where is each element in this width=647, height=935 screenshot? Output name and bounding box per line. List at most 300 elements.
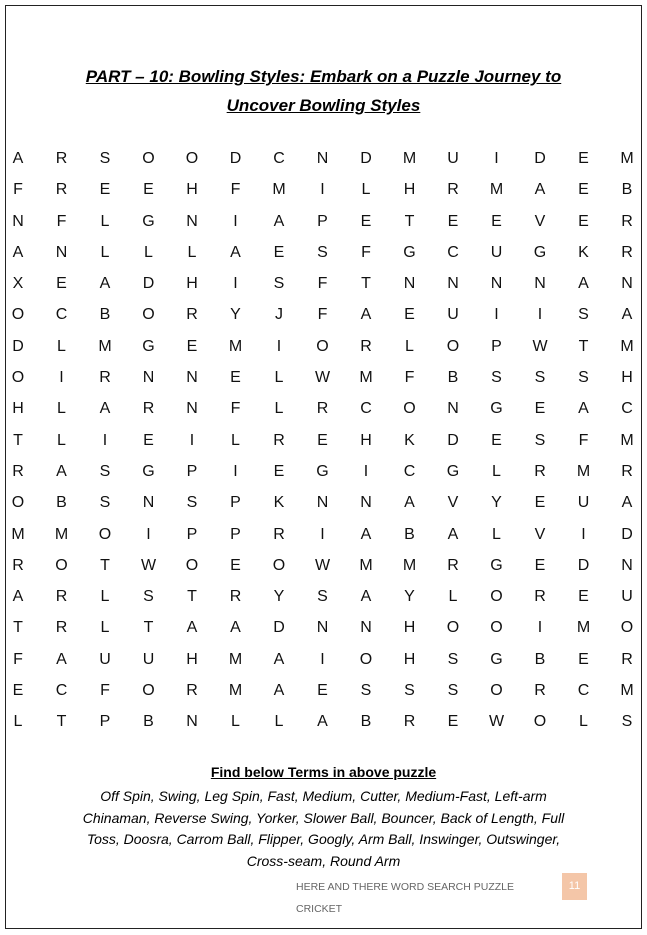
grid-letter: O — [142, 682, 155, 700]
grid-letter: V — [534, 525, 546, 543]
grid-letter: V — [534, 212, 546, 230]
grid-letter: R — [55, 588, 68, 606]
grid-row — [0, 304, 647, 335]
grid-row — [0, 398, 647, 429]
grid-letter: A — [578, 275, 589, 293]
grid-letter: T — [578, 337, 589, 355]
grid-letter: W — [488, 713, 505, 731]
grid-letter: Y — [273, 588, 285, 606]
grid-letter: R — [621, 462, 633, 480]
grid-letter: O — [142, 150, 155, 167]
grid-letter: W — [532, 337, 548, 355]
grid-letter: H — [12, 400, 24, 418]
grid-letter: M — [402, 556, 417, 574]
grid-letter: Y — [230, 306, 241, 324]
grid-letter: R — [99, 369, 111, 387]
grid-letter: B — [56, 494, 67, 512]
grid-letter: M — [228, 682, 243, 700]
grid-letter: S — [578, 306, 589, 324]
grid-letter: E — [317, 682, 328, 700]
grid-letter: S — [534, 369, 546, 387]
grid-letter: H — [403, 619, 416, 637]
grid-letter: N — [142, 494, 155, 512]
grid-letter: C — [360, 400, 372, 418]
grid-letter: O — [620, 619, 634, 637]
grid-letter: H — [360, 431, 372, 449]
grid-letter: S — [360, 682, 372, 700]
grid-letter: D — [621, 525, 633, 543]
grid-letter: O — [403, 400, 416, 418]
grid-letter: L — [361, 181, 371, 199]
grid-letter: D — [229, 150, 242, 167]
grid-letter: P — [491, 337, 502, 355]
grid-letter: N — [12, 212, 24, 230]
grid-letter: G — [533, 243, 547, 261]
grid-letter: E — [578, 588, 589, 606]
grid-letter: M — [402, 150, 417, 167]
grid-letter: G — [316, 462, 329, 480]
grid-letter: R — [534, 682, 546, 700]
grid-letter: H — [186, 275, 198, 293]
grid-letter: L — [100, 243, 110, 261]
grid-letter: M — [620, 682, 634, 700]
grid-letter: T — [361, 275, 371, 293]
grid-letter: S — [491, 369, 502, 387]
grid-row — [0, 367, 647, 398]
grid-letter: A — [273, 212, 285, 230]
grid-letter: F — [404, 369, 415, 387]
grid-letter: W — [314, 369, 331, 387]
grid-letter: T — [100, 556, 110, 574]
grid-letter: U — [142, 650, 155, 668]
grid-letter: I — [494, 306, 499, 324]
grid-letter: K — [578, 243, 589, 261]
grid-letter: S — [534, 431, 546, 449]
grid-letter: G — [490, 556, 503, 574]
grid-letter: E — [447, 212, 459, 230]
grid-letter: G — [490, 400, 503, 418]
grid-letter: M — [228, 337, 243, 355]
grid-letter: A — [621, 306, 633, 324]
terms-list — [62, 786, 585, 872]
grid-letter: M — [576, 619, 591, 637]
grid-letter: D — [360, 150, 372, 167]
grid-letter: F — [230, 181, 241, 199]
grid-letter: S — [317, 243, 328, 261]
page-title-line-2: Uncover Bowling Styles — [226, 96, 421, 115]
grid-letter: I — [233, 212, 238, 230]
grid-letter: C — [621, 400, 633, 418]
grid-letter: M — [620, 150, 634, 167]
grid-letter: B — [621, 181, 633, 199]
grid-letter: L — [231, 431, 240, 449]
grid-letter: M — [11, 525, 25, 543]
grid-letter: P — [230, 525, 241, 543]
grid-letter: O — [185, 556, 199, 574]
grid-letter: B — [99, 306, 111, 324]
grid-letter: W — [140, 556, 157, 574]
grid-letter: I — [233, 275, 238, 293]
grid-letter: A — [12, 588, 24, 606]
grid-letter: N — [186, 400, 198, 418]
grid-letter: R — [55, 181, 68, 199]
grid-letter: A — [56, 650, 67, 668]
grid-letter: Y — [491, 494, 502, 512]
grid-letter: G — [142, 212, 155, 230]
grid-letter: N — [360, 494, 372, 512]
grid-letter: O — [11, 306, 25, 324]
grid-letter: D — [12, 337, 24, 355]
grid-letter: E — [143, 431, 154, 449]
grid-row — [0, 555, 647, 586]
terms-line: Off Spin, Swing, Leg Spin, Fast, Medium, Cutter, Medium-Fast, Left-arm — [100, 788, 547, 804]
page-title — [40, 62, 607, 120]
grid-letter: R — [621, 650, 633, 668]
grid-letter: A — [447, 525, 459, 543]
grid-letter: I — [494, 150, 499, 167]
grid-letter: B — [143, 713, 154, 731]
grid-letter: N — [186, 713, 198, 731]
grid-letter: N — [490, 275, 503, 293]
grid-row — [0, 524, 647, 555]
grid-letter: O — [490, 588, 503, 606]
grid-letter: I — [537, 306, 543, 324]
grid-letter: A — [360, 588, 372, 606]
grid-row — [0, 179, 647, 210]
grid-letter: R — [12, 462, 24, 480]
grid-letter: F — [56, 212, 67, 230]
grid-letter: D — [142, 275, 155, 293]
grid-letter: E — [56, 275, 67, 293]
grid-letter: O — [446, 337, 460, 355]
grid-letter: F — [361, 243, 371, 261]
grid-letter: A — [317, 713, 328, 731]
grid-letter: A — [360, 306, 372, 324]
grid-letter: U — [490, 243, 503, 261]
grid-letter: I — [59, 369, 64, 387]
grid-letter: A — [99, 400, 111, 418]
grid-letter: Y — [404, 588, 415, 606]
grid-letter: N — [447, 400, 459, 418]
grid-letter: X — [12, 275, 24, 293]
grid-letter: P — [99, 713, 111, 731]
grid-letter: L — [231, 713, 240, 731]
grid-letter: A — [534, 181, 546, 199]
grid-letter: S — [273, 275, 285, 293]
grid-letter: F — [100, 682, 110, 700]
grid-letter: I — [276, 337, 282, 355]
grid-letter: F — [317, 275, 328, 293]
grid-letter: S — [317, 588, 328, 606]
grid-letter: I — [537, 619, 543, 637]
page-title-line-1: PART – 10: Bowling Styles: Embark on a Puzzle Journey to — [85, 67, 562, 86]
grid-letter: F — [317, 306, 328, 324]
grid-letter: F — [578, 431, 589, 449]
grid-letter: U — [621, 588, 633, 606]
grid-letter: R — [621, 243, 633, 261]
grid-letter: N — [621, 275, 633, 293]
grid-letter: S — [143, 588, 154, 606]
grid-row — [0, 148, 647, 179]
grid-letter: L — [579, 713, 588, 731]
grid-letter: E — [99, 181, 111, 199]
grid-letter: J — [275, 306, 283, 324]
grid-letter: E — [578, 181, 589, 199]
grid-letter: O — [490, 619, 503, 637]
grid-row — [0, 430, 647, 461]
grid-letter: H — [621, 369, 633, 387]
grid-letter: R — [273, 525, 285, 543]
grid-letter: E — [534, 400, 546, 418]
grid-letter: M — [620, 431, 634, 449]
grid-letter: D — [577, 556, 590, 574]
grid-letter: C — [447, 243, 459, 261]
grid-letter: R — [55, 150, 68, 167]
grid-letter: P — [186, 462, 198, 480]
grid-letter: H — [403, 181, 416, 199]
grid-letter: E — [143, 181, 154, 199]
grid-letter: H — [186, 181, 198, 199]
grid-letter: T — [13, 619, 23, 637]
grid-letter: E — [404, 306, 415, 324]
grid-row — [0, 492, 647, 523]
grid-letter: I — [189, 431, 195, 449]
grid-letter: L — [187, 243, 197, 261]
grid-letter: R — [229, 588, 242, 606]
grid-letter: L — [405, 337, 414, 355]
grid-letter: H — [186, 650, 198, 668]
grid-letter: R — [316, 400, 329, 418]
grid-letter: M — [620, 337, 634, 355]
grid-letter: O — [55, 556, 68, 574]
grid-letter: K — [404, 431, 415, 449]
grid-letter: R — [403, 713, 416, 731]
grid-letter: B — [360, 713, 372, 731]
grid-row — [0, 242, 647, 273]
grid-letter: T — [404, 212, 415, 230]
grid-letter: I — [581, 525, 586, 543]
grid-letter: E — [273, 243, 285, 261]
terms-line: Toss, Doosra, Carrom Ball, Flipper, Googly, Arm Ball, Inswinger, Outswinger, — [86, 831, 561, 847]
grid-letter: S — [99, 150, 111, 167]
grid-letter: M — [98, 337, 112, 355]
grid-row — [0, 336, 647, 367]
grid-letter: M — [54, 525, 69, 543]
grid-letter: E — [317, 431, 328, 449]
grid-letter: G — [142, 462, 155, 480]
grid-letter: O — [142, 306, 155, 324]
grid-letter: L — [57, 400, 66, 418]
grid-letter: N — [447, 275, 459, 293]
grid-letter: P — [230, 494, 241, 512]
grid-letter: P — [186, 525, 198, 543]
grid-letter: G — [490, 650, 503, 668]
grid-letter: R — [447, 181, 459, 199]
grid-letter: A — [99, 275, 111, 293]
grid-letter: B — [404, 525, 415, 543]
grid-letter: E — [186, 337, 198, 355]
grid-letter: A — [186, 619, 198, 637]
grid-letter: M — [359, 556, 373, 574]
grid-letter: O — [359, 650, 373, 668]
grid-letter: R — [273, 431, 285, 449]
grid-letter: N — [316, 619, 329, 637]
grid-letter: C — [55, 682, 68, 700]
grid-letter: M — [228, 650, 243, 668]
grid-letter: L — [100, 212, 110, 230]
grid-letter: I — [320, 181, 325, 199]
grid-row — [0, 586, 647, 617]
grid-letter: U — [99, 650, 111, 668]
grid-letter: T — [13, 431, 23, 449]
grid-letter: I — [320, 650, 325, 668]
grid-letter: E — [578, 650, 589, 668]
grid-letter: I — [233, 462, 238, 480]
grid-letter: S — [404, 682, 415, 700]
terms-line: Cross-seam, Round Arm — [246, 852, 401, 869]
grid-letter: L — [448, 588, 458, 606]
grid-letter: S — [186, 494, 198, 512]
find-terms-heading: Find below Terms in above puzzle — [210, 764, 437, 780]
grid-letter: P — [317, 212, 328, 230]
grid-letter: O — [533, 713, 547, 731]
grid-letter: L — [274, 369, 284, 387]
grid-letter: L — [492, 525, 501, 543]
grid-letter: U — [447, 306, 459, 324]
grid-letter: R — [12, 556, 24, 574]
grid-letter: S — [99, 494, 111, 512]
grid-letter: O — [316, 337, 329, 355]
grid-letter: R — [55, 619, 68, 637]
grid-letter: D — [447, 431, 459, 449]
grid-letter: D — [534, 150, 546, 167]
grid-letter: E — [578, 212, 589, 230]
grid-row — [0, 649, 647, 680]
grid-letter: R — [534, 462, 546, 480]
grid-letter: N — [534, 275, 546, 293]
grid-letter: A — [12, 150, 24, 167]
grid-letter: O — [11, 494, 25, 512]
grid-row — [0, 211, 647, 242]
grid-letter: A — [12, 243, 24, 261]
grid-letter: S — [578, 369, 589, 387]
grid-letter: R — [142, 400, 155, 418]
grid-letter: T — [56, 713, 67, 731]
grid-letter: L — [492, 462, 501, 480]
grid-letter: K — [273, 494, 285, 512]
grid-letter: I — [363, 462, 369, 480]
grid-letter: S — [621, 713, 633, 731]
grid-letter: F — [230, 400, 241, 418]
grid-letter: S — [447, 650, 459, 668]
grid-letter: O — [272, 556, 286, 574]
grid-letter: N — [403, 275, 416, 293]
grid-letter: R — [186, 682, 198, 700]
grid-letter: M — [272, 181, 286, 199]
grid-letter: O — [446, 619, 460, 637]
footer-text: HERE AND THERE WORD SEARCH PUZZLE CRICKET — [296, 881, 515, 915]
grid-letter: C — [577, 682, 590, 700]
grid-letter: U — [577, 494, 590, 512]
grid-letter: A — [578, 400, 589, 418]
grid-letter: C — [55, 306, 68, 324]
grid-letter: I — [102, 431, 108, 449]
grid-letter: R — [621, 212, 633, 230]
grid-letter: O — [490, 682, 503, 700]
grid-letter: L — [274, 713, 284, 731]
grid-letter: A — [404, 494, 415, 512]
page-number-badge: 11 — [562, 873, 587, 900]
grid-letter: C — [403, 462, 416, 480]
grid-row — [0, 680, 647, 711]
grid-letter: G — [446, 462, 460, 480]
grid-letter: L — [57, 431, 66, 449]
grid-letter: E — [273, 462, 285, 480]
grid-row — [0, 273, 647, 304]
grid-letter: A — [56, 462, 67, 480]
grid-letter: N — [621, 556, 633, 574]
grid-letter: L — [100, 619, 110, 637]
grid-letter: E — [447, 713, 459, 731]
grid-letter: R — [360, 337, 372, 355]
word-search-grid — [0, 148, 647, 743]
grid-letter: F — [13, 650, 23, 668]
grid-letter: L — [100, 588, 110, 606]
grid-letter: N — [55, 243, 68, 261]
grid-letter: H — [403, 650, 416, 668]
grid-letter: T — [143, 619, 154, 637]
grid-letter: I — [320, 525, 325, 543]
grid-letter: N — [142, 369, 155, 387]
grid-letter: N — [186, 369, 198, 387]
grid-letter: S — [447, 682, 459, 700]
grid-letter: R — [186, 306, 198, 324]
grid-letter: O — [11, 369, 25, 387]
grid-row — [0, 617, 647, 648]
grid-letter: N — [360, 619, 372, 637]
grid-letter: A — [230, 619, 241, 637]
grid-letter: E — [534, 494, 546, 512]
grid-letter: A — [273, 650, 285, 668]
grid-letter: A — [360, 525, 372, 543]
grid-letter: E — [230, 556, 241, 574]
grid-letter: L — [274, 400, 284, 418]
grid-letter: E — [12, 682, 24, 700]
grid-letter: S — [99, 462, 111, 480]
grid-letter: N — [316, 494, 329, 512]
grid-letter: E — [360, 212, 372, 230]
grid-letter: G — [403, 243, 416, 261]
grid-row — [0, 461, 647, 492]
grid-letter: F — [13, 181, 23, 199]
grid-letter: R — [447, 556, 459, 574]
grid-letter: L — [57, 337, 66, 355]
grid-letter: E — [578, 150, 589, 167]
grid-row — [0, 711, 647, 742]
grid-letter: N — [316, 150, 329, 167]
grid-letter: B — [447, 369, 459, 387]
grid-letter: E — [491, 431, 502, 449]
terms-line: Chinaman, Reverse Swing, Yorker, Slower Ball, Bouncer, Back of Length, Full — [82, 809, 565, 826]
grid-letter: E — [534, 556, 546, 574]
grid-letter: R — [534, 588, 546, 606]
grid-letter: E — [491, 212, 502, 230]
grid-letter: O — [185, 150, 199, 167]
grid-letter: B — [534, 650, 546, 668]
grid-letter: W — [314, 556, 331, 574]
grid-letter: A — [273, 682, 285, 700]
grid-letter: O — [98, 525, 112, 543]
